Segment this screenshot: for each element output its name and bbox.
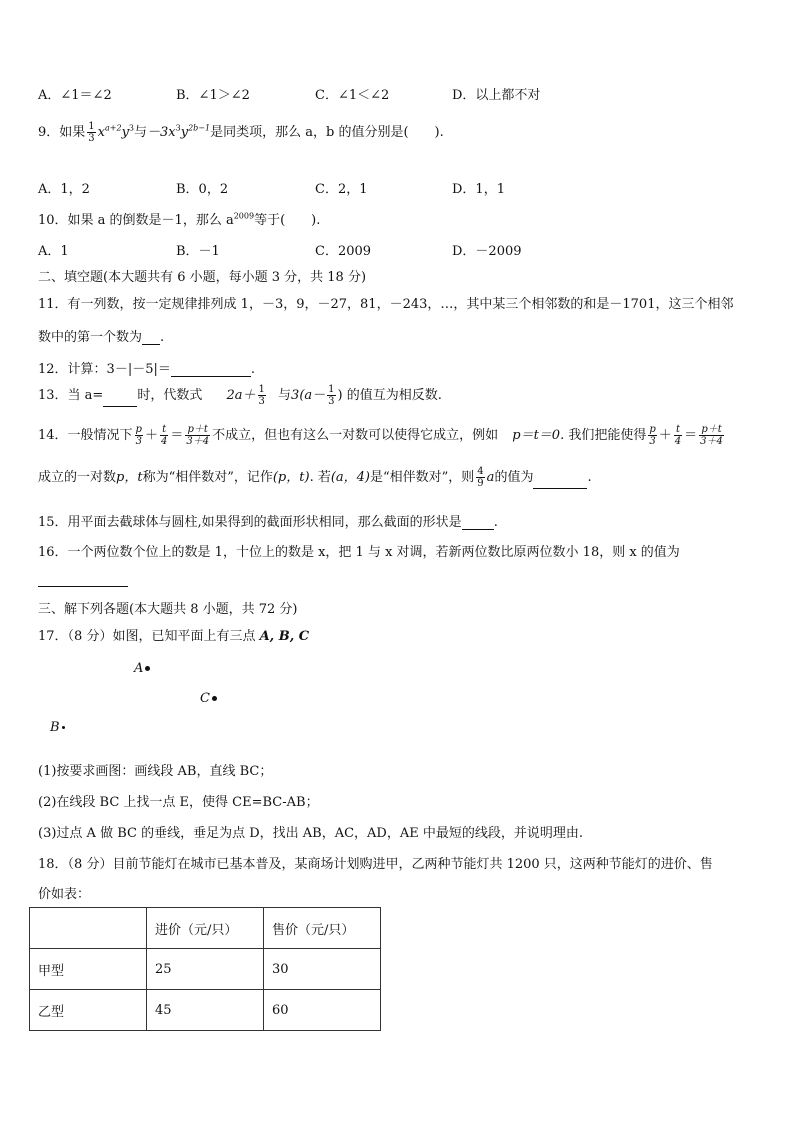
q8-option-b: B．∠1＞∠2 (176, 88, 250, 103)
question-11-line2: 数中的第一个数为 . (38, 330, 165, 345)
q9-fraction: $\frac{1}{3}$ (88, 121, 95, 144)
question-14-line2: 成立的一对数p，t称为“相伴数对”，记作(p，t). 若(a，4)是“相伴数对”，则 $\frac{4}{9}$ a的值为 . (38, 466, 592, 489)
table-cell: 60 (264, 990, 381, 1031)
table-header-row (30, 908, 381, 949)
q9-option-c: C．2，1 (315, 182, 368, 197)
question-16: 16．一个两位数个位上的数是 1，十位上的数是 x，把 1 与 x 对调，若新两位数比原两位数小 18，则 x 的值为 (38, 545, 680, 560)
q9-option-d: D．1，1 (452, 182, 505, 197)
table-header-cell: 售价（元/只） (264, 908, 381, 949)
question-18-line2: 价如表： (38, 887, 91, 902)
q10-option-b: B．－1 (176, 244, 220, 259)
point-c-dot (212, 696, 217, 701)
answer-blank-16 (38, 572, 128, 587)
price-table (29, 907, 381, 1031)
table-row (30, 990, 381, 1031)
q8-option-d: D．以上都不对 (452, 88, 541, 103)
point-a: A (134, 661, 150, 676)
question-9: 9．如果 $\frac{1}{3}$ $x^{a+2}y^3$与$-3x^3y^{2b-1}$是同类项，那么 a，b 的值分别是( ). (38, 121, 444, 144)
answer-blank-14 (533, 488, 587, 489)
question-13: 13．当 a= 时，代数式 2a＋ $\frac{1}{3}$ 与3(a－ $\frac{1}{3}$ ) 的值互为相反数. (38, 384, 442, 407)
answer-blank-15 (462, 529, 494, 530)
q9-option-b: B．0，2 (176, 182, 229, 197)
point-c: C (200, 691, 217, 706)
q17-part-2: (2)在线段 BC 上找一点 E，使得 CE=BC-AB； (38, 795, 319, 810)
question-14-line1: 14．一般情况下 $\frac{p}{3}$ ＋ $\frac{t}{4}$ ＝ $\frac{p+t}{3+4}$ 不成立，但也有这么一对数可以使得它成立，例如 p＝t＝0. 我们把能使得 $\frac{p}{3}$ ＋ $\frac{t}{4}$ ＝ $\frac{p+t}{3+4}$ (38, 424, 723, 447)
point-b-dot (62, 726, 65, 729)
answer-blank-11 (142, 344, 160, 345)
point-a-dot (145, 666, 150, 671)
question-17: 17．（8 分）如图，已知平面上有三点 A, B, C (38, 629, 310, 644)
q8-option-a: A．∠1＝∠2 (38, 88, 112, 103)
table-cell: 45 (147, 990, 264, 1031)
q10-option-c: C．2009 (315, 244, 372, 259)
answer-blank-12 (171, 376, 251, 377)
table-header-cell: 进价（元/只） (147, 908, 264, 949)
question-12: 12．计算：3－|－5|＝ . (38, 362, 255, 377)
q8-option-c: C．∠1＜∠2 (315, 88, 390, 103)
q10-option-d: D．－2009 (452, 244, 522, 259)
q17-part-1: (1)按要求画图：画线段 AB，直线 BC； (38, 764, 273, 779)
question-18-line1: 18．（8 分）目前节能灯在城市已基本普及，某商场计划购进甲，乙两种节能灯共 1200 只，这两种节能灯的进价、售 (38, 857, 713, 872)
point-b: B (50, 720, 65, 735)
question-15: 15．用平面去截球体与圆柱,如果得到的截面形状相同，那么截面的形状是 . (38, 515, 498, 530)
table-header-cell (30, 908, 147, 949)
table-row (30, 949, 381, 990)
question-11-line1: 11．有一列数，按一定规律排列成 1，－3，9，－27，81，－243，…，其中某三个相邻数的和是－1701，这三个相邻 (38, 297, 734, 312)
table-cell: 25 (147, 949, 264, 990)
q17-part-3: (3)过点 A 做 BC 的垂线，垂足为点 D，找出 AB，AC，AD，AE 中最短的线段，并说明理由. (38, 826, 583, 841)
q10-option-a: A．1 (38, 244, 69, 259)
question-10: 10．如果 a 的倒数是－1，那么 $a^{2009}$等于( ). (38, 211, 321, 228)
section-3-heading: 三、解下列各题(本大题共 8 小题，共 72 分) (38, 602, 298, 617)
table-cell: 甲型 (30, 949, 147, 990)
section-2-heading: 二、填空题(本大题共有 6 小题，每小题 3 分，共 18 分) (38, 270, 367, 285)
table-cell: 乙型 (30, 990, 147, 1031)
answer-blank-13 (103, 406, 137, 407)
q9-option-a: A．1，2 (38, 182, 90, 197)
table-cell: 30 (264, 949, 381, 990)
